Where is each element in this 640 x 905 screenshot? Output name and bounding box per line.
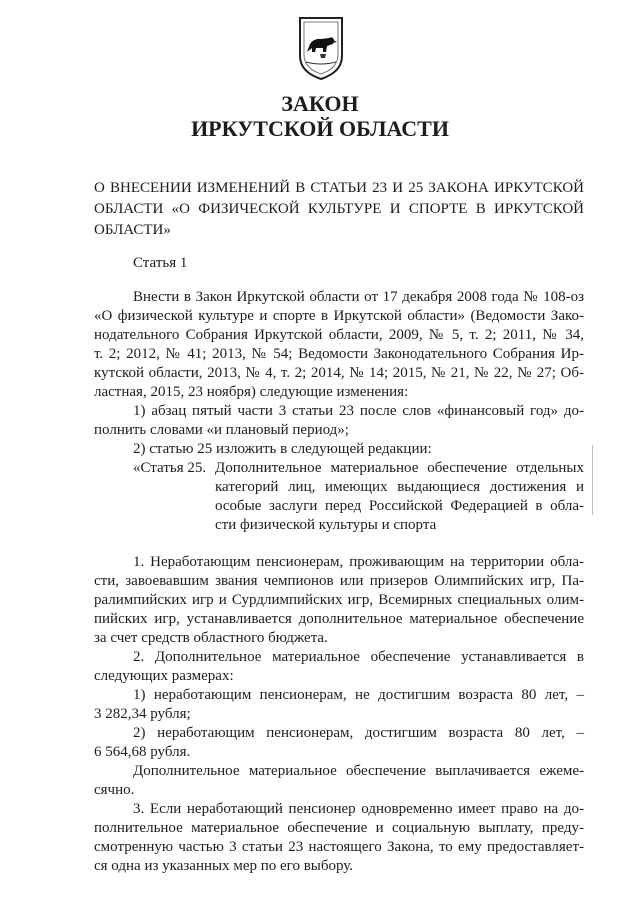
paragraph-line: нодательного Собрания Иркутской области, 2009, № 5, т. 2; 2011, № 34, [94, 327, 584, 343]
paragraph-line: Внести в Закон Иркутской области от 17 декабря 2008 года № 108-оз [133, 289, 584, 305]
article-heading: Статья 1 [133, 255, 188, 271]
law-region: ИРКУТСКОЙ ОБЛАСТИ [191, 116, 449, 141]
body-line: ралимпийских игр и Сурдлимпийских игр, Всемирных специальных олим- [94, 592, 584, 608]
article25-label: «Статья 25. [133, 460, 207, 476]
body-line: сячно. [94, 782, 135, 798]
paragraph-line: кутской области, 2013, № 4, т. 2; 2014, № 14; 2015, № 21, № 22, № 27; Об- [94, 365, 584, 381]
article25-title-line: особые заслуги перед Российской Федерацией в обла- [215, 498, 584, 514]
body-line: 3. Если неработающий пенсионер одновременно имеет право на до- [133, 801, 584, 817]
body-line: следующих размерах: [94, 668, 234, 684]
body-line: Дополнительное материальное обеспечение выплачивается ежеме- [133, 763, 584, 779]
paragraph-line: «О физической культуре и спорте в Иркутской области» (Ведомости Зако- [94, 308, 584, 324]
body-line: 1. Неработающим пенсионерам, проживающим на территории обла- [133, 554, 584, 570]
body-line: 3 282,34 рубля; [94, 706, 191, 722]
body-line: сти, завоевавшим звания чемпионов или призеров Олимпийских игр, Па- [94, 573, 584, 589]
coat-of-arms-icon [296, 14, 346, 82]
margin-line [592, 445, 593, 515]
body-line: 2) неработающим пенсионерам, достигшим возраста 80 лет, – [133, 725, 584, 741]
law-title: ЗАКОН [281, 91, 359, 116]
paragraph-line: 2) статью 25 изложить в следующей редакции: [133, 441, 432, 457]
article25-title-line: категорий лиц, имеющих выдающиеся достижения и [215, 479, 584, 495]
body-line: пийских игр, устанавливается дополнительное материальное обеспечение [94, 611, 584, 627]
body-line: смотренную частью 3 статьи 23 настоящего Закона, то ему предоставляет- [94, 839, 584, 855]
article25-title-line: Дополнительное материальное обеспечение отдельных [215, 460, 584, 476]
paragraph-line: 1) абзац пятый части 3 статьи 23 после слов «финансовый год» до- [133, 403, 584, 419]
body-line: за счет средств областного бюджета. [94, 630, 328, 646]
body-line: 6 564,68 рубля. [94, 744, 191, 760]
paragraph-line: полнить словами «и плановый период»; [94, 422, 349, 438]
paragraph-line: т. 2; 2012, № 41; 2013, № 54; Ведомости Законодательного Собрания Ир- [94, 346, 584, 362]
law-subject: О ВНЕСЕНИИ ИЗМЕНЕНИЙ В СТАТЬИ 23 И 25 ЗАКОНА ИРКУТСКОЙ ОБЛАСТИ «О ФИЗИЧЕСКОЙ КУЛЬТУРЕ И СПОРТЕ В ИРКУТСКОЙ ОБЛАСТИ» [94, 180, 584, 238]
body-line: полнительное материальное обеспечение и социальную выплату, преду- [94, 820, 584, 836]
body-line: 1) неработающим пенсионерам, не достигшим возраста 80 лет, – [133, 687, 584, 703]
body-line: ся одна из указанных мер по его выбору. [94, 858, 354, 874]
article25-title-line: сти физической культуры и спорта [215, 517, 437, 533]
paragraph-line: ластная, 2015, 23 ноября) следующие изменения: [94, 384, 409, 400]
body-line: 2. Дополнительное материальное обеспечение устанавливается в [133, 649, 584, 665]
